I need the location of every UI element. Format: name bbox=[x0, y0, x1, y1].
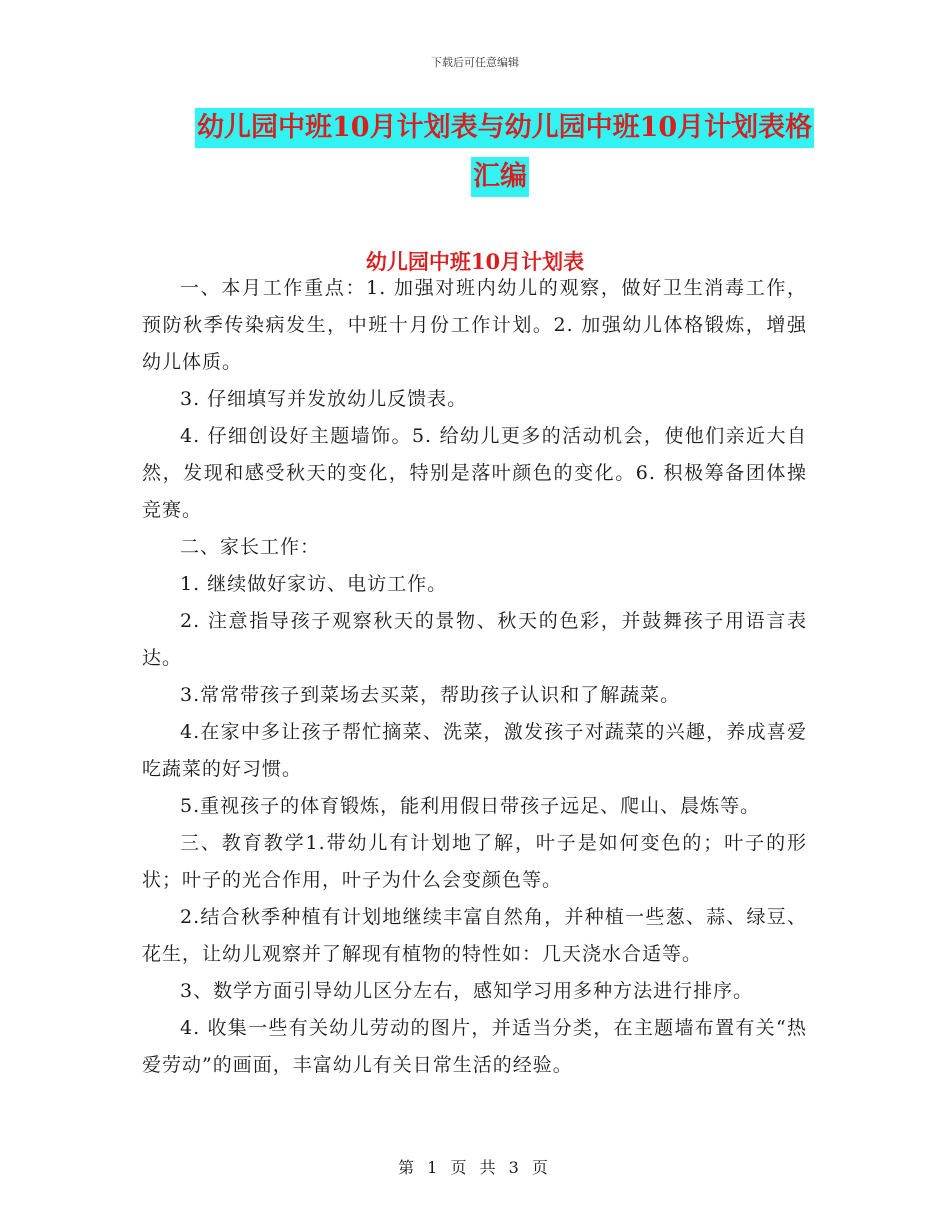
paragraph: 一、本月工作重点：1. 加强对班内幼儿的观察，做好卫生消毒工作，预防秋季传染病发生，中班十月份工作计划。2. 加强幼儿体格锻炼，增强幼儿体质。 bbox=[142, 277, 807, 373]
section-title: 幼儿园中班10月计划表 bbox=[365, 249, 585, 274]
paragraph: 4. 仔细创设好主题墙饰。5. 给幼儿更多的活动机会，使他们亲近大自然，发现和感受秋天的变化，特别是落叶颜色的变化。6. 积极筹备团体操竞赛。 bbox=[142, 425, 807, 521]
paragraph: 4.在家中多让孩子帮忙摘菜、洗菜，激发孩子对蔬菜的兴趣，养成喜爱吃蔬菜的好习惯。 bbox=[142, 721, 807, 780]
title-line-1: 幼儿园中班10月计划表与幼儿园中班10月计划表格 bbox=[195, 108, 814, 148]
paragraph: 1. 继续做好家访、电访工作。 bbox=[180, 573, 448, 595]
body-content bbox=[142, 270, 807, 1084]
paragraph: 3、数学方面引导幼儿区分左右，感知学习用多种方法进行排序。 bbox=[180, 980, 754, 1002]
paragraph: 三、教育教学1.带幼儿有计划地了解，叶子是如何变色的；叶子的形状；叶子的光合作用，叶子为什么会变颜色等。 bbox=[142, 832, 807, 891]
paragraph: 3.常常带孩子到菜场去买菜，帮助孩子认识和了解蔬菜。 bbox=[180, 684, 681, 706]
paragraph: 二、家长工作： bbox=[180, 536, 321, 558]
paragraph: 4. 收集一些有关幼儿劳动的图片，并适当分类，在主题墙布置有关“热爱劳动”的画面，丰富幼儿有关日常生活的经验。 bbox=[142, 1017, 807, 1076]
paragraph: 2. 注意指导孩子观察秋天的景物、秋天的色彩，并鼓舞孩子用语言表达。 bbox=[142, 610, 807, 669]
header-note: 下载后可任意编辑 bbox=[431, 56, 519, 69]
page-number: 第 1 页 共 3 页 bbox=[398, 1158, 552, 1177]
document-title bbox=[195, 108, 813, 197]
paragraph: 5.重视孩子的体育锻炼，能利用假日带孩子远足、爬山、晨炼等。 bbox=[180, 795, 761, 817]
title-line-2: 汇编 bbox=[471, 157, 529, 197]
paragraph: 2.结合秋季种植有计划地继续丰富自然角，并种植一些葱、蒜、绿豆、花生，让幼儿观察并了解现有植物的特性如：几天浇水合适等。 bbox=[142, 906, 807, 965]
paragraph: 3. 仔细填写并发放幼儿反馈表。 bbox=[180, 388, 468, 410]
